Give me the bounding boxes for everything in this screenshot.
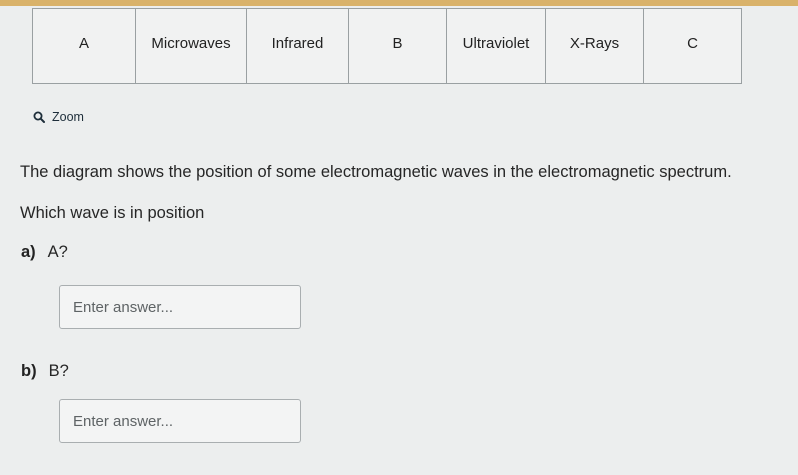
- question-intro: The diagram shows the position of some electromagnetic waves in the electromagnetic spectrum.: [20, 163, 732, 181]
- zoom-button[interactable]: [33, 110, 84, 124]
- part-a-label: [21, 243, 68, 262]
- answer-input-b[interactable]: [59, 399, 301, 443]
- top-accent-strip: [0, 0, 798, 6]
- part-a-question: A?: [47, 243, 68, 261]
- spectrum-cell-infrared: Infrared: [247, 9, 349, 84]
- spectrum-cell-x-rays: X-Rays: [546, 9, 644, 84]
- part-b-letter: b): [21, 362, 37, 380]
- electromagnetic-spectrum-table: [32, 8, 742, 84]
- answer-input-a[interactable]: [59, 285, 301, 329]
- spectrum-cell-c: C: [644, 9, 742, 84]
- spectrum-cell-microwaves: Microwaves: [136, 9, 247, 84]
- spectrum-cell-ultraviolet: Ultraviolet: [447, 9, 546, 84]
- part-b-question: B?: [48, 362, 69, 380]
- part-b-label: [21, 362, 69, 381]
- spectrum-cell-a: A: [33, 9, 136, 84]
- spectrum-cell-b: B: [349, 9, 447, 84]
- magnifier-icon: [33, 111, 45, 123]
- part-a-letter: a): [21, 243, 36, 261]
- question-prompt: Which wave is in position: [20, 204, 205, 222]
- zoom-label: Zoom: [52, 110, 84, 124]
